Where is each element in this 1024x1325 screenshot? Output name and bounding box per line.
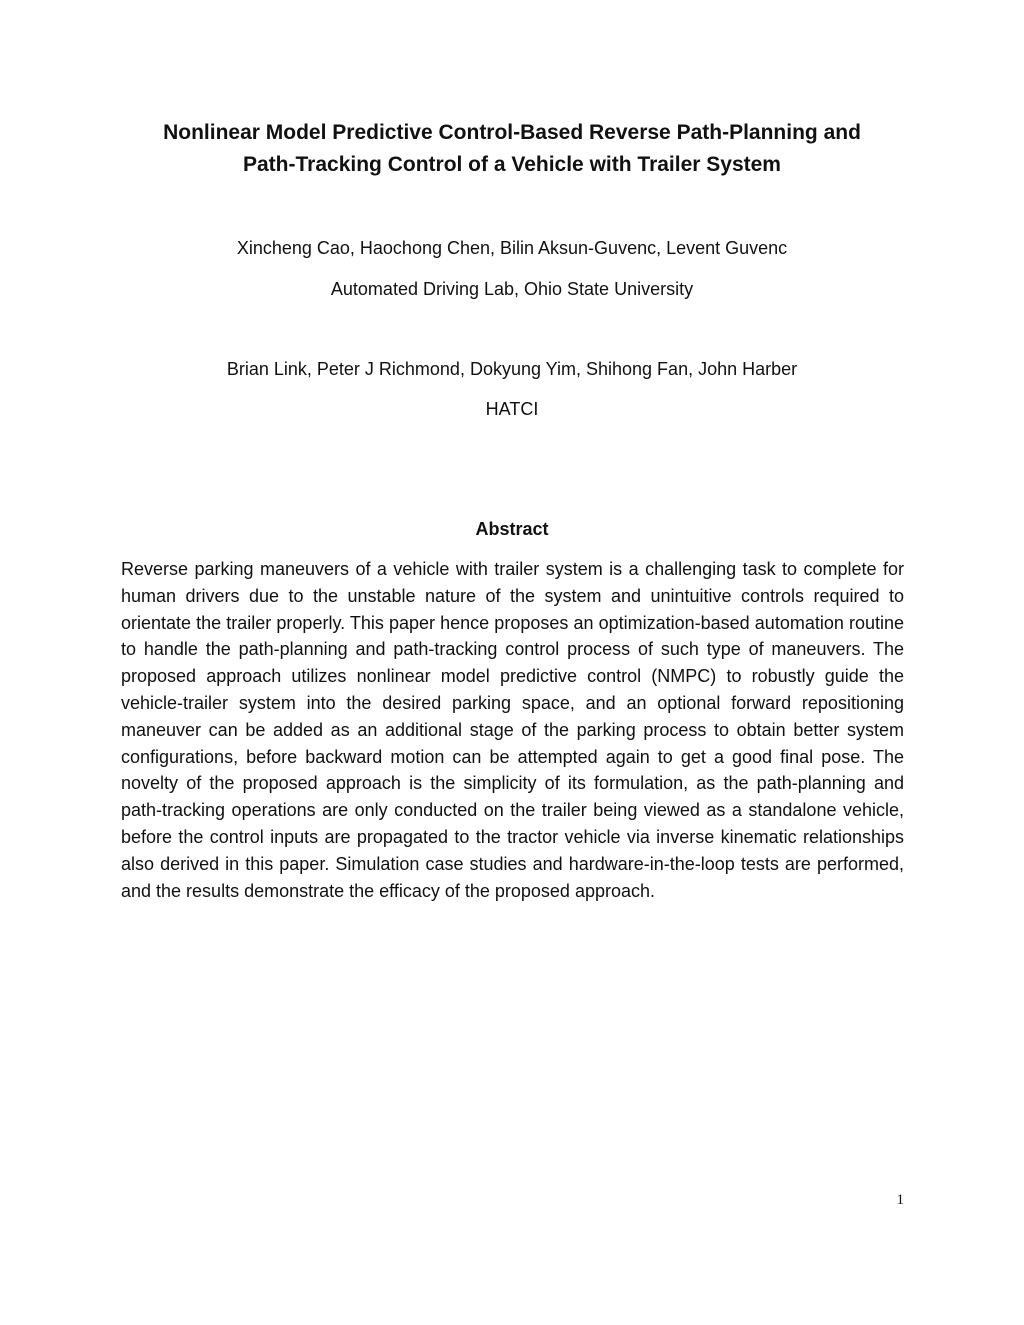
affiliation-1: Automated Driving Lab, Ohio State University (330, 279, 694, 299)
paper-title-line-1: Nonlinear Model Predictive Control-Based Reverse Path-Planning and (163, 121, 861, 144)
paper-title-line-2: Path-Tracking Control of a Vehicle with Trailer System (243, 153, 781, 176)
page-number: 1 (896, 1192, 904, 1208)
paper-title (90, 117, 934, 181)
affiliation-2: HATCI (485, 399, 539, 419)
author-list-2: Brian Link, Peter J Richmond, Dokyung Yim, Shihong Fan, John Harber (226, 359, 798, 379)
abstract-body: Reverse parking maneuvers of a vehicle with trailer system is a challenging task to complete for human drivers due to the unstable nature of the system and unintuitive controls required to orientate the trailer properly. This paper hence proposes an optimization-based automation routine to handle the path-planning and path-tracking control process of such type of maneuvers. The proposed approach utilizes nonlinear model predictive control (NMPC) to robustly guide the vehicle-trailer system into the desired parking space, and an optional forward repositioning maneuver can be added as an additional stage of the parking process to obtain better system configurations, before backward motion can be attempted again to get a good final pose. The novelty of the proposed approach is the simplicity of its formulation, as the path-planning and path-tracking operations are only conducted on the trailer being viewed as a standalone vehicle, before the control inputs are propagated to the tractor vehicle via inverse kinematic relationships also derived in this paper. Simulation case studies and hardware-in-the-loop tests are performed, and the results demonstrate the efficacy of the proposed approach. (121, 559, 904, 901)
author-list-1: Xincheng Cao, Haochong Chen, Bilin Aksun-Guvenc, Levent Guvenc (236, 238, 788, 258)
abstract-heading: Abstract (475, 519, 549, 539)
